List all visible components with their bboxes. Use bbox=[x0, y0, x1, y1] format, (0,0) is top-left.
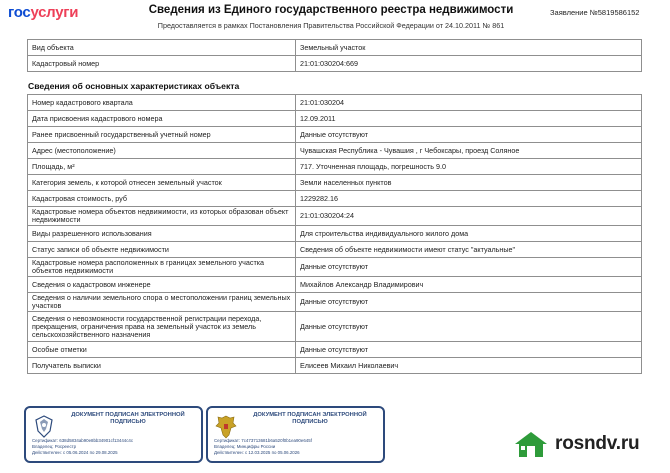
field-label: Вид объекта bbox=[28, 40, 296, 56]
field-label: Адрес (местоположение) bbox=[28, 143, 296, 159]
field-value: 1229282.16 bbox=[296, 191, 642, 207]
field-value: 21:01:030204:24 bbox=[296, 207, 642, 226]
field-label: Получатель выписки bbox=[28, 358, 296, 374]
signature-stamp-rosreestr bbox=[24, 406, 203, 463]
table-row bbox=[28, 242, 642, 258]
field-value: Данные отсутствуют bbox=[296, 127, 642, 143]
field-value: Сведения об объекте недвижимости имеют статус "актуальные" bbox=[296, 242, 642, 258]
field-label: Номер кадастрового квартала bbox=[28, 95, 296, 111]
object-identity-table bbox=[27, 39, 642, 72]
double-headed-eagle-icon bbox=[214, 413, 238, 440]
document-title: Сведения из Единого государственного реестра недвижимости bbox=[148, 4, 514, 16]
stamp-heading: ДОКУМЕНТ ПОДПИСАН ЭЛЕКТРОННОЙ ПОДПИСЬЮ bbox=[253, 412, 367, 425]
stamp-certificate: Сертификат: 638d5834ab90e8bb34901cf13444c4c bbox=[32, 438, 134, 443]
field-value: Данные отсутствуют bbox=[296, 342, 642, 358]
field-label: Площадь, м² bbox=[28, 159, 296, 175]
field-value: Для строительства индивидуального жилого дома bbox=[296, 226, 642, 242]
field-label: Дата присвоения кадастрового номера bbox=[28, 111, 296, 127]
table-row bbox=[28, 226, 642, 242]
table-row bbox=[28, 342, 642, 358]
house-logo-icon bbox=[513, 430, 549, 458]
stamp-owner: Владелец: Минцифры России bbox=[214, 444, 276, 449]
field-label: Сведения о кадастровом инженере bbox=[28, 277, 296, 293]
section-title: Сведения об основных характеристиках объекта bbox=[28, 81, 240, 91]
coat-of-arms-icon bbox=[32, 413, 56, 440]
table-row bbox=[28, 207, 642, 226]
field-label: Категория земель, к которой отнесен земельный участок bbox=[28, 175, 296, 191]
field-value: Данные отсутствуют bbox=[296, 258, 642, 277]
stamp-heading: ДОКУМЕНТ ПОДПИСАН ЭЛЕКТРОННОЙ ПОДПИСЬЮ bbox=[71, 412, 185, 425]
table-row bbox=[28, 127, 642, 143]
field-value: Данные отсутствуют bbox=[296, 312, 642, 342]
logo-part-gos: гос bbox=[8, 4, 31, 21]
signature-stamp-mintsifry bbox=[206, 406, 385, 463]
field-label: Кадастровая стоимость, руб bbox=[28, 191, 296, 207]
field-value: Земли населенных пунктов bbox=[296, 175, 642, 191]
stamp-validity: Действителен: с 12.03.2025 по 05.06.2026 bbox=[214, 450, 300, 455]
field-value: 21:01:030204 bbox=[296, 95, 642, 111]
field-label: Особые отметки bbox=[28, 342, 296, 358]
stamp-certificate: Сертификат: 7c473713681b6a520f0b1ea90e645f bbox=[214, 438, 312, 443]
field-value: 21:01:030204:669 bbox=[296, 56, 642, 72]
field-label: Статус записи об объекте недвижимости bbox=[28, 242, 296, 258]
rosndv-watermark bbox=[513, 430, 663, 458]
table-row bbox=[28, 358, 642, 374]
table-row bbox=[28, 143, 642, 159]
field-value: Чувашская Республика - Чувашия , г Чебоксары, проезд Соляное bbox=[296, 143, 642, 159]
characteristics-table bbox=[27, 94, 642, 374]
table-row bbox=[28, 95, 642, 111]
table-row bbox=[28, 56, 642, 72]
table-row bbox=[28, 175, 642, 191]
field-label: Ранее присвоенный государственный учетный номер bbox=[28, 127, 296, 143]
stamp-owner: Владелец: Росреестр bbox=[32, 444, 77, 449]
field-label: Кадастровые номера расположенных в границах земельного участка объектов недвижимости bbox=[28, 258, 296, 277]
field-label: Кадастровый номер bbox=[28, 56, 296, 72]
field-value: Земельный участок bbox=[296, 40, 642, 56]
table-row bbox=[28, 40, 642, 56]
field-label: Кадастровые номера объектов недвижимости, из которых образован объект недвижимости bbox=[28, 207, 296, 226]
table-row bbox=[28, 312, 642, 342]
table-row bbox=[28, 293, 642, 312]
statement-number: Заявление №5819586152 bbox=[550, 8, 640, 17]
field-value: 12.09.2011 bbox=[296, 111, 642, 127]
table-row bbox=[28, 258, 642, 277]
field-label: Виды разрешенного использования bbox=[28, 226, 296, 242]
field-value: Данные отсутствуют bbox=[296, 293, 642, 312]
field-label: Сведения о наличии земельного спора о местоположении границ земельных участков bbox=[28, 293, 296, 312]
field-value: Михайлов Александр Владимирович bbox=[296, 277, 642, 293]
field-value: Елисеев Михаил Николаевич bbox=[296, 358, 642, 374]
document-subtitle: Предоставляется в рамках Постановления Правительства Российской Федерации от 24.10.2011 № 861 bbox=[157, 21, 505, 30]
table-row bbox=[28, 191, 642, 207]
site-name: rosndv.ru bbox=[555, 433, 640, 454]
field-value: 717. Уточненная площадь, погрешность 9.0 bbox=[296, 159, 642, 175]
stamp-validity: Действителен: с 05.06.2024 по 29.08.2025 bbox=[32, 450, 118, 455]
logo-part-uslugi: услуги bbox=[30, 4, 79, 21]
table-row bbox=[28, 159, 642, 175]
gosuslugi-logo bbox=[8, 4, 78, 21]
table-row bbox=[28, 111, 642, 127]
table-row bbox=[28, 277, 642, 293]
field-label: Сведения о невозможности государственной регистрации перехода, прекращения, ограничения права на земельный участок из земель сельскохозяйственного назначения bbox=[28, 312, 296, 342]
